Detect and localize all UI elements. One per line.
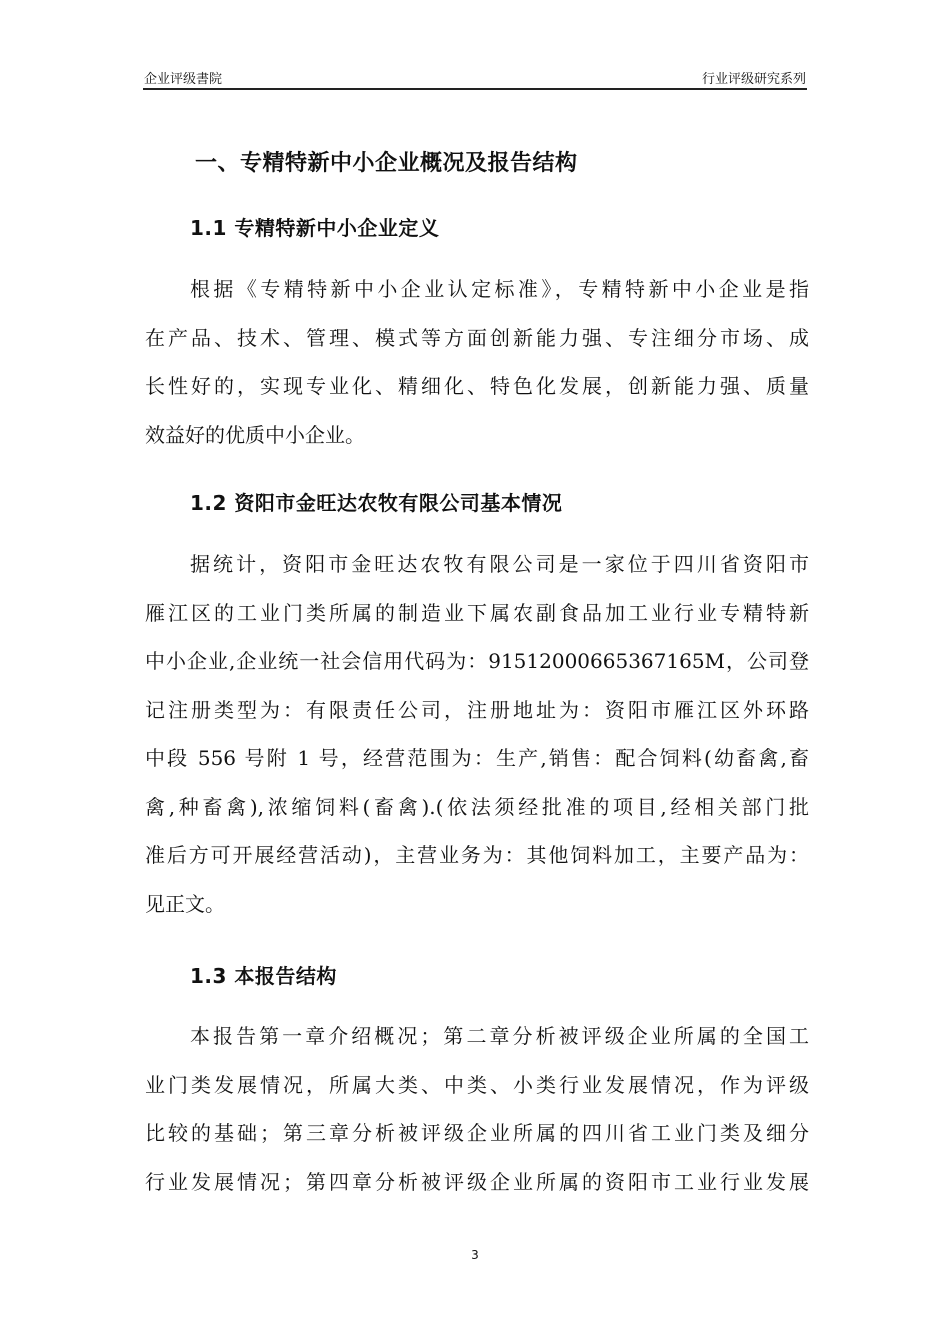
page-number: 3 — [471, 1248, 479, 1262]
header-right-text: 行业评级研究系列 — [701, 72, 806, 87]
paragraph-line: 比较的基础；第三章分析被评级企业所属的四川省工业门类及细分 — [145, 1121, 809, 1145]
section-heading-1-1: 1.1 专精特新中小企业定义 — [190, 216, 440, 240]
page-header — [143, 66, 807, 90]
paragraph-line: 根据《专精特新中小企业认定标准》，专精特新中小企业是指 — [190, 277, 809, 301]
paragraph-line: 中小企业,企业统一社会信用代码为：91512000665367165M，公司登 — [145, 649, 809, 673]
paragraph-line: 据统计，资阳市金旺达农牧有限公司是一家位于四川省资阳市 — [190, 552, 809, 576]
section-heading-1-3: 1.3 本报告结构 — [190, 964, 337, 988]
chapter-title: 一、专精特新中小企业概况及报告结构 — [195, 151, 578, 176]
paragraph-line: 禽,种畜禽),浓缩饲料(畜禽).(依法须经批准的项目,经相关部门批 — [145, 794, 809, 819]
section-1-1-paragraph — [145, 265, 809, 459]
paragraph-line: 行业发展情况；第四章分析被评级企业所属的资阳市工业行业发展 — [145, 1169, 809, 1194]
paragraph-line: 记注册类型为：有限责任公司，注册地址为：资阳市雁江区外环路 — [145, 697, 809, 722]
paragraph-line: 本报告第一章介绍概况；第二章分析被评级企业所属的全国工 — [190, 1024, 809, 1048]
paragraph-line: 见正文。 — [145, 891, 225, 916]
section-1-3-paragraph — [145, 1012, 809, 1206]
paragraph-line: 中段 556 号附 1 号，经营范围为：生产,销售：配合饲料(幼畜禽,畜 — [145, 746, 809, 770]
paragraph-line: 在产品、技术、管理、模式等方面创新能力强、专注细分市场、成 — [145, 325, 809, 350]
paragraph-line: 业门类发展情况，所属大类、中类、小类行业发展情况，作为评级 — [145, 1072, 809, 1097]
paragraph-line: 长性好的，实现专业化、精细化、特色化发展，创新能力强、质量 — [145, 374, 809, 398]
header-left-text: 企业评级書院 — [144, 72, 223, 87]
section-1-2-paragraph — [145, 540, 809, 928]
paragraph-line: 效益好的优质中小企业。 — [145, 422, 365, 447]
paragraph-line: 准后方可开展经营活动)，主营业务为：其他饲料加工，主要产品为： — [145, 843, 809, 867]
paragraph-line: 雁江区的工业门类所属的制造业下属农副食品加工业行业专精特新 — [145, 600, 809, 625]
section-heading-1-2: 1.2 资阳市金旺达农牧有限公司基本情况 — [190, 491, 563, 515]
